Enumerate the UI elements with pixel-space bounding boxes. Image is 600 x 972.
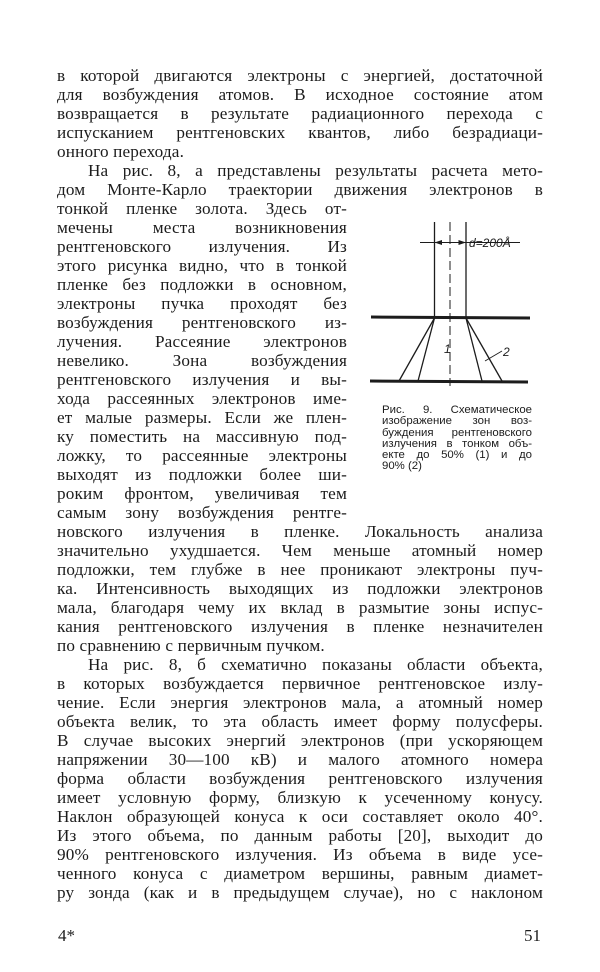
- body-line: дом Монте-Карло траектории движения электронов в: [57, 180, 543, 199]
- body-line: ченного конуса с диаметром вершины, равным диамет-: [57, 864, 543, 883]
- body-line: ка. Интенсивность выходящих из подложки электронов: [57, 579, 543, 598]
- body-line: 90% рентгеновского излучения. Из объема в виде усе-: [57, 845, 543, 864]
- body-line: роким фронтом, увеличивая тем: [57, 484, 347, 503]
- caption-line: Рис. 9. Схематическое: [382, 404, 532, 416]
- caption-line: буждения рентгеновского: [382, 426, 532, 439]
- body-line: имеет условную форму, близкую к усеченному конусу.: [57, 788, 543, 807]
- body-line: Из этого объема, по данным работы [20], выходит до: [57, 826, 543, 845]
- body-line: мала, благодаря чему их вклад в размытие зоны испус-: [57, 598, 543, 617]
- body-line: напряжении 30—100 кВ) и малого атомного номера: [57, 750, 543, 769]
- body-line: лучения. Рассеяние электронов: [57, 332, 347, 351]
- body-line: электроны пучка проходят без: [57, 294, 347, 313]
- signature-mark: 4*: [58, 926, 75, 945]
- zone-label-2: 2: [503, 345, 510, 359]
- caption-line: излучения в тонком объ-: [382, 437, 532, 450]
- dimension-label: d=200Å: [469, 236, 511, 250]
- body-line: по сравнению с первичным пучком.: [57, 636, 325, 655]
- body-line: невелико. Зона возбуждения: [57, 351, 347, 370]
- body-line: объекта велик, то эта область имеет форму полусферы.: [57, 712, 543, 731]
- body-line: хода рассеянных электронов име-: [57, 389, 347, 408]
- body-line: подложки, тем глубже в нее проникают электроны пуч-: [57, 560, 543, 579]
- body-line: ложку, то рассеянные электроны: [57, 446, 347, 465]
- body-line: рентгеновского излучения. Из: [57, 237, 347, 256]
- body-line: форма области возбуждения рентгеновского излучения: [57, 769, 543, 788]
- body-line: чение. Если энергия электронов мала, а атомный номер: [57, 693, 543, 712]
- body-line: самым зону возбуждения рентге-: [57, 503, 347, 522]
- body-line: На рис. 8, а представлены результаты расчета мето-: [88, 161, 543, 180]
- zone-label-1: 1: [444, 342, 451, 356]
- body-line: На рис. 8, б схематично показаны области объекта,: [88, 655, 543, 674]
- caption-line: екте до 50% (1) и до: [382, 449, 532, 462]
- caption-line: 90% (2): [382, 460, 422, 473]
- body-line: возбуждения рентгеновского из-: [57, 313, 347, 332]
- caption-line: изображение зон воз-: [382, 415, 532, 428]
- body-line: выходят из подложки более ши-: [57, 465, 347, 484]
- body-line: рентгеновского излучения и вы-: [57, 370, 347, 389]
- body-line: для возбуждения атомов. В исходное состояние атом: [57, 85, 543, 104]
- body-line: новского излучения в пленке. Локальность анализа: [57, 522, 543, 541]
- body-line: испусканием рентгеновских квантов, либо безрадиаци-: [57, 123, 543, 142]
- body-line: В случае высоких энергий электронов (при ускоряющем: [57, 731, 543, 750]
- body-line: мечены места возникновения: [57, 218, 347, 237]
- body-line: ру зонда (как и в предыдущем случае), но с наклоном: [57, 883, 543, 902]
- figure-caption: [382, 405, 532, 473]
- body-line: возвращается в результате радиационного перехода с: [57, 104, 543, 123]
- body-line: кания рентгеновского излучения в пленке незначителен: [57, 617, 543, 636]
- page-number: 51: [524, 926, 541, 945]
- body-line: ет малые размеры. Если же плен-: [57, 408, 347, 427]
- body-line: тонкой пленке золота. Здесь от-: [57, 199, 347, 218]
- body-line: этого рисунка видно, что в тонкой: [57, 256, 347, 275]
- body-line: Наклон образующей конуса к оси составляет около 40°.: [57, 807, 543, 826]
- body-line: ку поместить на массивную под-: [57, 427, 347, 446]
- body-line: пленке без подложки в основном,: [57, 275, 347, 294]
- body-line: онного перехода.: [57, 142, 185, 161]
- body-line: в которой двигаются электроны с энергией, достаточной: [57, 66, 543, 85]
- body-line: значительно ухудшается. Чем меньше атомный номер: [57, 541, 543, 560]
- body-line: в которых возбуждается первичное рентгеновское излу-: [57, 674, 543, 693]
